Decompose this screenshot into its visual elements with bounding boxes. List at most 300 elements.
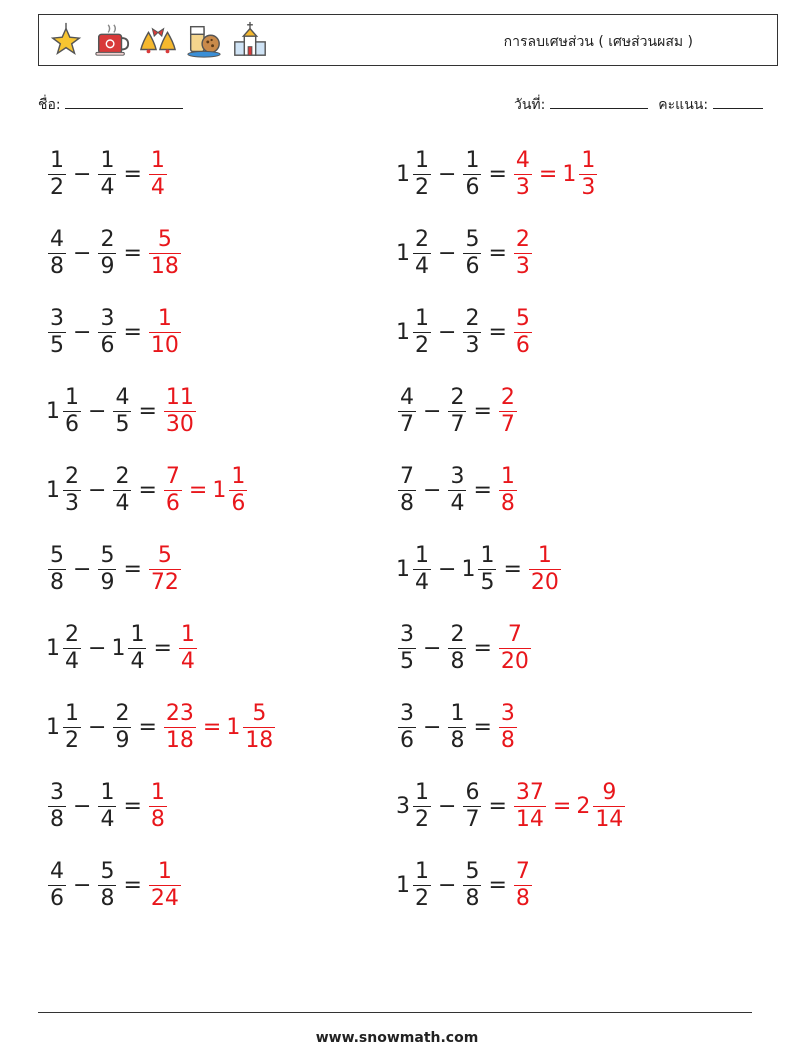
equals-sign: = xyxy=(123,556,142,582)
numerator: 3 xyxy=(450,463,465,489)
name-field xyxy=(38,94,183,116)
denominator: 8 xyxy=(50,253,64,279)
answer-fraction xyxy=(514,147,532,200)
problem-left-5 xyxy=(46,460,249,520)
numerator: 7 xyxy=(400,463,414,489)
problem-left-6 xyxy=(46,539,183,599)
minuend-fraction xyxy=(48,305,66,358)
equals-sign: = xyxy=(123,872,142,898)
numerator: 1 xyxy=(157,305,172,331)
minus-sign: − xyxy=(73,319,92,345)
subtrahend-fraction xyxy=(463,147,481,200)
numerator: 1 xyxy=(150,147,165,173)
problem-right-7 xyxy=(396,618,533,678)
numerator: 4 xyxy=(115,384,130,410)
denominator: 5 xyxy=(400,648,414,674)
minus-sign: − xyxy=(73,872,92,898)
equals-sign: = xyxy=(488,872,507,898)
numerator: 11 xyxy=(165,384,194,410)
numerator: 2 xyxy=(100,226,115,252)
minus-sign: − xyxy=(438,556,457,582)
numerator: 1 xyxy=(537,542,552,568)
minuend xyxy=(46,700,83,753)
minuend-fraction xyxy=(413,779,431,832)
whole-number: 1 xyxy=(46,477,60,503)
equals-sign: = xyxy=(488,161,507,187)
subtrahend-fraction xyxy=(98,147,116,200)
answer xyxy=(512,858,534,911)
numerator: 2 xyxy=(500,384,515,410)
denominator: 2 xyxy=(415,332,429,358)
numerator: 7 xyxy=(507,621,522,647)
answer xyxy=(147,779,169,832)
numerator: 2 xyxy=(415,226,429,252)
minuend-fraction xyxy=(413,305,431,358)
minuend-fraction xyxy=(48,779,66,832)
minuend xyxy=(396,858,433,911)
numerator: 5 xyxy=(157,226,172,252)
subtrahend-fraction xyxy=(98,779,116,832)
minuend-fraction xyxy=(413,226,431,279)
answer-fraction xyxy=(149,305,181,358)
minuend xyxy=(396,305,433,358)
denominator: 6 xyxy=(65,411,79,437)
numerator: 1 xyxy=(100,779,115,805)
problem-right-8 xyxy=(396,697,519,757)
numerator: 2 xyxy=(450,384,465,410)
answer xyxy=(162,700,277,753)
answer xyxy=(147,542,183,595)
problem-left-8 xyxy=(46,697,277,757)
numerator: 4 xyxy=(50,226,64,252)
equals-sign: = xyxy=(473,635,492,661)
minuend-fraction xyxy=(48,147,66,200)
problem-right-5 xyxy=(396,460,519,520)
star-icon xyxy=(47,21,85,59)
denominator: 9 xyxy=(115,727,130,753)
denominator: 24 xyxy=(150,885,179,911)
answer-fraction xyxy=(529,542,561,595)
subtrahend-fraction xyxy=(448,700,466,753)
subtrahend xyxy=(461,305,483,358)
answer xyxy=(497,463,519,516)
whole-number: 2 xyxy=(576,793,591,819)
answer-fraction xyxy=(164,384,196,437)
numerator: 1 xyxy=(180,621,195,647)
answer-equals-sign: = xyxy=(188,477,208,503)
denominator: 8 xyxy=(500,490,515,516)
numerator: 5 xyxy=(515,305,530,331)
denominator: 18 xyxy=(165,727,194,753)
minus-sign: − xyxy=(438,240,457,266)
answer-fraction xyxy=(514,779,546,832)
equals-sign: = xyxy=(473,398,492,424)
bells-icon xyxy=(139,21,177,59)
answer xyxy=(512,147,599,200)
answer xyxy=(512,779,627,832)
numerator: 5 xyxy=(50,542,64,568)
minus-sign: − xyxy=(438,793,457,819)
minuend xyxy=(396,700,418,753)
subtrahend xyxy=(446,700,468,753)
minuend xyxy=(396,384,418,437)
date-blank[interactable] xyxy=(550,96,648,109)
minus-sign: − xyxy=(73,793,92,819)
minus-sign: − xyxy=(73,240,92,266)
numerator: 2 xyxy=(65,463,79,489)
equals-sign: = xyxy=(123,319,142,345)
answer-mixed-fraction xyxy=(243,700,275,753)
denominator: 8 xyxy=(515,885,530,911)
numerator: 5 xyxy=(100,542,115,568)
numerator: 3 xyxy=(500,700,515,726)
answer-fraction xyxy=(149,779,167,832)
equals-sign: = xyxy=(138,714,157,740)
numerator: 1 xyxy=(581,147,596,173)
minuend-fraction xyxy=(398,463,416,516)
denominator: 10 xyxy=(150,332,179,358)
whole-number: 1 xyxy=(396,161,410,187)
answer xyxy=(512,305,534,358)
denominator: 6 xyxy=(400,727,414,753)
subtrahend xyxy=(96,226,118,279)
answer-fraction xyxy=(499,463,517,516)
minuend-fraction xyxy=(63,384,81,437)
name-blank[interactable] xyxy=(65,96,183,109)
denominator: 8 xyxy=(100,885,115,911)
minuend-fraction xyxy=(63,621,81,674)
answer xyxy=(147,226,183,279)
answer-fraction xyxy=(164,700,196,753)
equals-sign: = xyxy=(123,161,142,187)
subtrahend-fraction xyxy=(128,621,146,674)
answer-mixed-fraction xyxy=(593,779,625,832)
minus-sign: − xyxy=(88,477,107,503)
subtrahend-fraction xyxy=(478,542,496,595)
numerator: 1 xyxy=(157,858,172,884)
minus-sign: − xyxy=(88,398,107,424)
whole-number: 1 xyxy=(46,398,60,424)
minus-sign: − xyxy=(423,477,442,503)
numerator: 23 xyxy=(165,700,194,726)
denominator: 9 xyxy=(100,569,115,595)
denominator: 3 xyxy=(581,174,596,200)
minuend xyxy=(46,463,83,516)
footer-divider xyxy=(38,1012,752,1013)
minuend-fraction xyxy=(398,384,416,437)
minuend-fraction xyxy=(48,226,66,279)
denominator: 6 xyxy=(465,174,480,200)
equals-sign: = xyxy=(123,240,142,266)
answer xyxy=(497,384,519,437)
numerator: 7 xyxy=(515,858,530,884)
denominator: 4 xyxy=(100,806,115,832)
date-label: วันที่: xyxy=(514,97,546,113)
minuend-fraction xyxy=(413,542,431,595)
score-label: คะแนน: xyxy=(658,97,709,113)
subtrahend-fraction xyxy=(463,226,481,279)
answer-fraction xyxy=(149,226,181,279)
minus-sign: − xyxy=(88,635,107,661)
minuend-fraction xyxy=(413,147,431,200)
subtrahend-fraction xyxy=(463,779,481,832)
subtrahend-fraction xyxy=(113,384,131,437)
denominator: 3 xyxy=(65,490,79,516)
numerator: 1 xyxy=(500,463,515,489)
minuend xyxy=(46,147,68,200)
subtrahend xyxy=(461,779,483,832)
answer xyxy=(497,700,519,753)
subtrahend xyxy=(446,621,468,674)
numerator: 3 xyxy=(50,305,64,331)
numerator: 1 xyxy=(415,779,429,805)
answer-mixed xyxy=(576,779,627,832)
answer-equals-sign: = xyxy=(552,793,572,819)
denominator: 2 xyxy=(65,727,79,753)
denominator: 7 xyxy=(400,411,414,437)
denominator: 4 xyxy=(415,253,429,279)
equals-sign: = xyxy=(138,398,157,424)
problem-right-3 xyxy=(396,302,534,362)
denominator: 8 xyxy=(450,648,465,674)
minus-sign: − xyxy=(73,556,92,582)
denominator: 6 xyxy=(50,885,64,911)
answer-fraction xyxy=(164,463,182,516)
whole-number: 1 xyxy=(46,714,60,740)
numerator: 5 xyxy=(465,226,480,252)
minus-sign: − xyxy=(73,161,92,187)
denominator: 18 xyxy=(245,727,274,753)
subtrahend xyxy=(96,779,118,832)
problem-right-1 xyxy=(396,144,599,204)
numerator: 3 xyxy=(50,779,64,805)
equals-sign: = xyxy=(123,793,142,819)
denominator: 6 xyxy=(100,332,115,358)
answer-fraction xyxy=(514,226,532,279)
whole-number: 1 xyxy=(396,319,410,345)
answer xyxy=(162,384,198,437)
minus-sign: − xyxy=(88,714,107,740)
denominator: 5 xyxy=(50,332,64,358)
answer-equals-sign: = xyxy=(538,161,558,187)
problem-right-6 xyxy=(396,539,563,599)
denominator: 8 xyxy=(50,806,64,832)
denominator: 7 xyxy=(465,806,480,832)
denominator: 4 xyxy=(450,490,465,516)
numerator: 2 xyxy=(115,463,130,489)
answer xyxy=(147,305,183,358)
answer-fraction xyxy=(179,621,197,674)
numerator: 2 xyxy=(65,621,79,647)
answer xyxy=(527,542,563,595)
whole-number: 1 xyxy=(212,477,227,503)
subtrahend-fraction xyxy=(98,542,116,595)
numerator: 3 xyxy=(400,700,414,726)
worksheet-title: การลบเศษส่วน ( เศษส่วนผสม ) xyxy=(503,34,693,50)
minus-sign: − xyxy=(423,635,442,661)
minuend xyxy=(396,463,418,516)
minus-sign: − xyxy=(438,319,457,345)
problem-left-7 xyxy=(46,618,199,678)
numerator: 9 xyxy=(602,779,617,805)
numerator: 1 xyxy=(415,147,429,173)
denominator: 4 xyxy=(415,569,429,595)
equals-sign: = xyxy=(488,793,507,819)
problem-right-9 xyxy=(396,776,627,836)
subtrahend-fraction xyxy=(98,226,116,279)
problem-left-10 xyxy=(46,855,183,915)
denominator: 18 xyxy=(150,253,179,279)
denominator: 8 xyxy=(500,727,515,753)
problem-right-10 xyxy=(396,855,534,915)
numerator: 1 xyxy=(50,147,64,173)
equals-sign: = xyxy=(153,635,172,661)
minuend-fraction xyxy=(63,463,81,516)
numerator: 1 xyxy=(65,384,79,410)
minuend xyxy=(396,226,433,279)
answer-mixed-fraction xyxy=(229,463,247,516)
subtrahend xyxy=(461,858,483,911)
equals-sign: = xyxy=(488,240,507,266)
numerator: 2 xyxy=(465,305,480,331)
numerator: 1 xyxy=(415,858,429,884)
answer-mixed xyxy=(562,147,599,200)
minuend-fraction xyxy=(398,621,416,674)
subtrahend xyxy=(96,542,118,595)
equals-sign: = xyxy=(503,556,522,582)
minuend-fraction xyxy=(398,700,416,753)
numerator: 5 xyxy=(100,858,115,884)
denominator: 2 xyxy=(415,174,429,200)
minuend-fraction xyxy=(48,542,66,595)
answer-fraction xyxy=(499,700,517,753)
answer-mixed xyxy=(212,463,249,516)
answer-fraction xyxy=(499,384,517,437)
numerator: 1 xyxy=(231,463,246,489)
problem-right-2 xyxy=(396,223,534,283)
numerator: 1 xyxy=(480,542,495,568)
subtrahend-fraction xyxy=(98,858,116,911)
denominator: 20 xyxy=(530,569,559,595)
answer-fraction xyxy=(149,858,181,911)
header-icons xyxy=(47,21,269,59)
milk-cookie-icon xyxy=(185,21,223,59)
minuend xyxy=(46,384,83,437)
answer-fraction xyxy=(514,305,532,358)
numerator: 5 xyxy=(252,700,267,726)
minuend xyxy=(46,542,68,595)
subtrahend xyxy=(96,305,118,358)
answer-fraction xyxy=(514,858,532,911)
answer-equals-sign: = xyxy=(202,714,222,740)
answer-fraction xyxy=(499,621,531,674)
denominator: 6 xyxy=(465,253,480,279)
subtrahend-fraction xyxy=(463,305,481,358)
subtrahend xyxy=(96,147,118,200)
church-icon xyxy=(231,21,269,59)
problem-left-1 xyxy=(46,144,169,204)
numerator: 7 xyxy=(165,463,180,489)
denominator: 14 xyxy=(515,806,544,832)
denominator: 30 xyxy=(165,411,194,437)
whole-number: 1 xyxy=(396,240,410,266)
numerator: 1 xyxy=(465,147,480,173)
numerator: 4 xyxy=(50,858,64,884)
equals-sign: = xyxy=(473,714,492,740)
minuend xyxy=(46,621,83,674)
whole-number: 1 xyxy=(396,556,410,582)
subtrahend-fraction xyxy=(448,463,466,516)
denominator: 3 xyxy=(465,332,480,358)
numerator: 5 xyxy=(465,858,480,884)
numerator: 4 xyxy=(400,384,414,410)
denominator: 4 xyxy=(115,490,130,516)
subtrahend xyxy=(446,463,468,516)
denominator: 6 xyxy=(515,332,530,358)
numerator: 3 xyxy=(100,305,115,331)
name-label: ชื่อ: xyxy=(38,97,61,113)
answer xyxy=(497,621,533,674)
numerator: 1 xyxy=(100,147,115,173)
numerator: 5 xyxy=(157,542,172,568)
numerator: 6 xyxy=(465,779,480,805)
subtrahend xyxy=(111,700,133,753)
whole-number: 1 xyxy=(46,635,60,661)
subtrahend-fraction xyxy=(113,700,131,753)
denominator: 8 xyxy=(150,806,165,832)
denominator: 4 xyxy=(65,648,79,674)
answer xyxy=(512,226,534,279)
subtrahend-fraction xyxy=(448,621,466,674)
whole-number: 1 xyxy=(111,635,126,661)
subtrahend xyxy=(461,147,483,200)
score-blank[interactable] xyxy=(713,96,763,109)
worksheet-header xyxy=(38,14,778,66)
subtrahend-fraction xyxy=(98,305,116,358)
mug-icon xyxy=(93,21,131,59)
subtrahend-fraction xyxy=(113,463,131,516)
denominator: 14 xyxy=(595,806,624,832)
denominator: 2 xyxy=(50,174,64,200)
denominator: 7 xyxy=(450,411,465,437)
denominator: 3 xyxy=(515,174,530,200)
denominator: 6 xyxy=(231,490,246,516)
whole-number: 1 xyxy=(226,714,241,740)
problem-left-2 xyxy=(46,223,183,283)
denominator: 8 xyxy=(400,490,414,516)
denominator: 6 xyxy=(165,490,180,516)
minus-sign: − xyxy=(423,714,442,740)
numerator: 2 xyxy=(115,700,130,726)
problem-left-9 xyxy=(46,776,169,836)
equals-sign: = xyxy=(488,319,507,345)
subtrahend xyxy=(111,463,133,516)
denominator: 2 xyxy=(415,806,429,832)
subtrahend xyxy=(461,226,483,279)
denominator: 5 xyxy=(480,569,495,595)
whole-number: 1 xyxy=(461,556,476,582)
denominator: 4 xyxy=(100,174,115,200)
subtrahend-fraction xyxy=(463,858,481,911)
denominator: 8 xyxy=(465,885,480,911)
numerator: 4 xyxy=(515,147,530,173)
denominator: 7 xyxy=(500,411,515,437)
numerator: 37 xyxy=(515,779,544,805)
minuend xyxy=(46,779,68,832)
date-score-fields xyxy=(514,94,763,116)
subtrahend-fraction xyxy=(448,384,466,437)
whole-number: 1 xyxy=(396,872,410,898)
